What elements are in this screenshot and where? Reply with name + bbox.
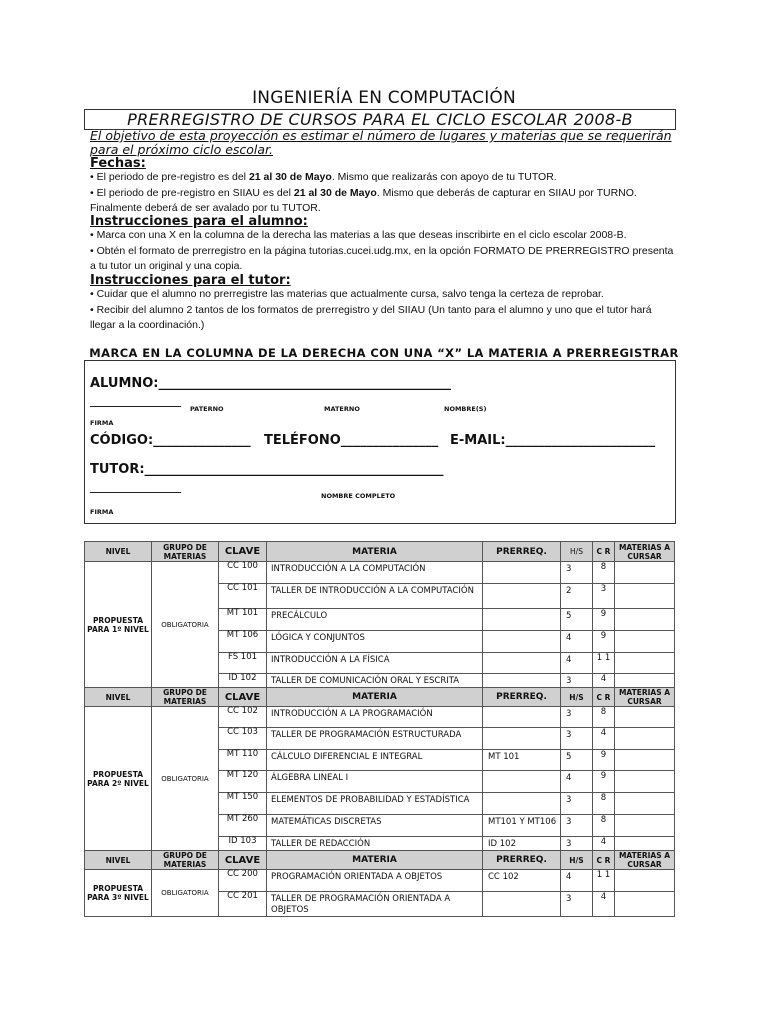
cursar-checkbox-cell[interactable] [615, 584, 675, 609]
table-row [85, 870, 675, 892]
cursar-checkbox-cell[interactable] [615, 793, 675, 815]
fechas-bullet-2 [90, 186, 680, 217]
nivel-cell: PROPUESTA PARA 3º NIVEL [85, 870, 152, 917]
prerreq-cell: CC 102 [483, 870, 561, 892]
prerreq-cell [483, 562, 561, 584]
cursar-checkbox-cell[interactable] [615, 674, 675, 688]
objective-text: El objetivo de esta proyección es estimar el número de lugares y materias que se requerirán para el próximo ciclo escolar. [90, 128, 672, 157]
prerreq-cell [483, 771, 561, 793]
hs-cell: 4 [561, 653, 593, 674]
materia-cell: CÁLCULO DIFERENCIAL E INTEGRAL [267, 750, 483, 771]
tutor-instructions [90, 287, 680, 334]
table-row [85, 562, 675, 584]
alumno-instructions-heading: Instrucciones para el alumno: [90, 214, 308, 229]
grupo-cell: OBLIGATORIA [152, 870, 219, 917]
telefono-field[interactable]: TELÉFONO_______________ [264, 433, 439, 448]
cr-cell: 8 [593, 707, 615, 728]
clave-cell: MT 120 [219, 771, 267, 793]
cr-cell: 8 [593, 562, 615, 584]
clave-cell: MT 101 [219, 609, 267, 631]
header-nivel: NIVEL [85, 851, 152, 870]
clave-cell: MT 110 [219, 750, 267, 771]
header-materia: MATERIA [267, 851, 483, 870]
cr-cell: 4 [593, 728, 615, 750]
document-title: INGENIERÍA EN COMPUTACIÓN [252, 88, 516, 108]
prerreq-cell [483, 609, 561, 631]
cursar-checkbox-cell[interactable] [615, 609, 675, 631]
cr-cell: 9 [593, 771, 615, 793]
fechas-heading: Fechas: [90, 156, 146, 171]
header-grupo: GRUPO DE MATERIAS [152, 688, 219, 707]
prerreq-cell [483, 653, 561, 674]
codigo-field[interactable]: CÓDIGO:_______________ [90, 433, 251, 448]
text-span: • El periodo de pre-registro es del [90, 171, 249, 183]
cursar-checkbox-cell[interactable] [615, 837, 675, 851]
hs-cell: 4 [561, 771, 593, 793]
prerreq-cell: MT101 Y MT106 [483, 815, 561, 837]
cursar-checkbox-cell[interactable] [615, 728, 675, 750]
materia-cell: INTRODUCCIÓN A LA COMPUTACIÓN [267, 562, 483, 584]
hs-cell: 3 [561, 815, 593, 837]
table-row [85, 707, 675, 728]
nivel-cell: PROPUESTA PARA 2º NIVEL [85, 707, 152, 851]
fechas-bullet-1 [90, 170, 680, 186]
header-cr: C R [593, 542, 615, 562]
prerreq-cell [483, 793, 561, 815]
header-clave: CLAVE [219, 542, 267, 562]
prerreq-cell [483, 728, 561, 750]
header-materia: MATERIA [267, 688, 483, 707]
materia-cell: ÁLGEBRA LINEAL I [267, 771, 483, 793]
materia-cell: TALLER DE INTRODUCCIÓN A LA COMPUTACIÓN [267, 584, 483, 609]
header-cursar: MATERIAS A CURSAR [615, 851, 675, 870]
clave-cell: ID 102 [219, 674, 267, 688]
header-cr: C R [593, 851, 615, 870]
header-nivel: NIVEL [85, 688, 152, 707]
materia-cell: TALLER DE PROGRAMACIÓN ESTRUCTURADA [267, 728, 483, 750]
hs-cell: 3 [561, 793, 593, 815]
alumno-bullet-2: • Obtén el formato de prerregistro en la página tutorias.cucei.udg.mx, en la opción FORMATO DE PRERREGISTRO presenta a tu tutor un original y una copia. [90, 244, 674, 272]
tutor-bullet-1: • Cuidar que el alumno no prerregistre las materias que actualmente cursa, salvo tenga la certeza de reprobar. [90, 288, 604, 300]
mark-instruction-header: MARCA EN LA COLUMNA DE LA DERECHA CON UNA “X” LA MATERIA A PRERREGISTRAR [89, 346, 679, 360]
alumno-bullet-1: • Marca con una X en la columna de la derecha las materias a las que deseas inscribirte en el ciclo escolar 2008-B. [90, 229, 627, 241]
cr-cell: 8 [593, 815, 615, 837]
cursar-checkbox-cell[interactable] [615, 750, 675, 771]
cr-cell: 3 [593, 584, 615, 609]
courses-table-body [85, 542, 675, 917]
clave-cell: CC 103 [219, 728, 267, 750]
hs-cell: 3 [561, 674, 593, 688]
header-clave: CLAVE [219, 688, 267, 707]
hs-cell: 3 [561, 562, 593, 584]
hs-cell: 3 [561, 707, 593, 728]
cr-cell: 4 [593, 674, 615, 688]
cr-cell: 9 [593, 609, 615, 631]
nombre-completo-label: NOMBRE COMPLETO [321, 492, 396, 500]
alumno-instructions [90, 228, 680, 275]
cursar-checkbox-cell[interactable] [615, 815, 675, 837]
prerreq-cell [483, 707, 561, 728]
cr-cell: 1 1 [593, 653, 615, 674]
materia-cell: TALLER DE REDACCIÓN [267, 837, 483, 851]
date-range: 21 al 30 de Mayo [293, 186, 377, 199]
text-span: . Mismo que realizarás con apoyo de tu TUTOR. [331, 171, 557, 183]
materia-cell: ELEMENTOS DE PROBABILIDAD Y ESTADÍSTICA [267, 793, 483, 815]
header-grupo: GRUPO DE MATERIAS [152, 851, 219, 870]
cursar-checkbox-cell[interactable] [615, 771, 675, 793]
document-subtitle: PRERREGISTRO DE CURSOS PARA EL CICLO ESCOLAR 2008-B [84, 109, 676, 130]
grupo-cell: OBLIGATORIA [152, 562, 219, 688]
prerreq-cell [483, 674, 561, 688]
alumno-field[interactable]: ALUMNO:_____________________________________________ [90, 376, 452, 391]
materno-label: MATERNO [324, 405, 360, 413]
cursar-checkbox-cell[interactable] [615, 892, 675, 917]
materia-cell: MATEMÁTICAS DISCRETAS [267, 815, 483, 837]
tutor-field[interactable]: TUTOR:______________________________________________ [90, 462, 444, 477]
email-field[interactable]: E-MAIL:_______________________ [450, 433, 656, 448]
header-clave: CLAVE [219, 851, 267, 870]
cursar-checkbox-cell[interactable] [615, 631, 675, 653]
prerreq-cell [483, 892, 561, 917]
hs-cell: 4 [561, 631, 593, 653]
prerreq-cell: MT 101 [483, 750, 561, 771]
paterno-label: PATERNO [190, 405, 224, 413]
prerreq-cell [483, 584, 561, 609]
cursar-checkbox-cell[interactable] [615, 562, 675, 584]
clave-cell: CC 102 [219, 707, 267, 728]
header-cursar: MATERIAS A CURSAR [615, 542, 675, 562]
header-cr: C R [593, 688, 615, 707]
clave-cell: MT 260 [219, 815, 267, 837]
header-hs: H/S [561, 851, 593, 870]
nombres-label: NOMBRE(S) [444, 405, 487, 413]
cr-cell: 9 [593, 750, 615, 771]
text-span: . Mismo que deberás de capturar en SIIAU por TURNO. Finalmente deberá de ser avalado por tu TUTOR. [90, 186, 637, 214]
header-prerreq: PRERREQ. [483, 688, 561, 707]
hs-cell: 3 [561, 728, 593, 750]
materia-cell: LÓGICA Y CONJUNTOS [267, 631, 483, 653]
materia-cell: TALLER DE PROGRAMACIÓN ORIENTADA A OBJETOS [267, 892, 483, 917]
header-prerreq: PRERREQ. [483, 851, 561, 870]
clave-cell: FS 101 [219, 653, 267, 674]
cursar-checkbox-cell[interactable] [615, 653, 675, 674]
firma-label: FIRMA [90, 508, 114, 516]
courses-table-wrap [84, 541, 675, 917]
header-materia: MATERIA [267, 542, 483, 562]
header-grupo: GRUPO DE MATERIAS [152, 542, 219, 562]
cr-cell: 1 1 [593, 870, 615, 892]
header-hs1: H/S [561, 542, 593, 562]
cr-cell: 8 [593, 793, 615, 815]
hs-cell: 5 [561, 609, 593, 631]
header-cursar: MATERIAS A CURSAR [615, 688, 675, 707]
tutor-bullet-2: • Recibir del alumno 2 tantos de los formatos de prerregistro y del SIIAU (Un tanto para el alumno y uno que el tutor hará llegar a la coordinación.) [90, 303, 652, 331]
clave-cell: CC 100 [219, 562, 267, 584]
table-header-row [85, 542, 675, 562]
fechas-bullets [90, 170, 680, 217]
materia-cell: TALLER DE COMUNICACIÓN ORAL Y ESCRITA [267, 674, 483, 688]
hs-cell: 4 [561, 870, 593, 892]
materia-cell: PRECÁLCULO [267, 609, 483, 631]
header-prerreq: PRERREQ. [483, 542, 561, 562]
prerreq-cell: ID 102 [483, 837, 561, 851]
table-header-row [85, 851, 675, 870]
clave-cell: MT 150 [219, 793, 267, 815]
courses-table [84, 541, 675, 917]
hs-cell: 3 [561, 837, 593, 851]
prerreq-cell [483, 631, 561, 653]
cr-cell: 9 [593, 631, 615, 653]
cr-cell: 4 [593, 837, 615, 851]
clave-cell: CC 201 [219, 892, 267, 917]
tutor-instructions-heading: Instrucciones para el tutor: [90, 273, 291, 288]
hs-cell: 3 [561, 892, 593, 917]
table-header-row [85, 688, 675, 707]
clave-cell: ID 103 [219, 837, 267, 851]
date-range: 21 al 30 de Mayo [248, 171, 332, 183]
cursar-checkbox-cell[interactable] [615, 707, 675, 728]
text-span: • El periodo de pre-registro en SIIAU es del [90, 186, 294, 199]
materia-cell: INTRODUCCIÓN A LA PROGRAMACIÓN [267, 707, 483, 728]
firma-label: FIRMA [90, 419, 114, 427]
materia-cell: PROGRAMACIÓN ORIENTADA A OBJETOS [267, 870, 483, 892]
alumno-field-cont: ______________ [90, 393, 181, 408]
clave-cell: CC 101 [219, 584, 267, 609]
cr-cell: 4 [593, 892, 615, 917]
grupo-cell: OBLIGATORIA [152, 707, 219, 851]
clave-cell: MT 106 [219, 631, 267, 653]
nivel-cell: PROPUESTA PARA 1º NIVEL [85, 562, 152, 688]
header-nivel: NIVEL [85, 542, 152, 562]
hs-cell: 2 [561, 584, 593, 609]
hs-cell: 5 [561, 750, 593, 771]
clave-cell: CC 200 [219, 870, 267, 892]
tutor-field-cont: ______________ [90, 479, 181, 494]
header-hs: H/S [561, 688, 593, 707]
cursar-checkbox-cell[interactable] [615, 870, 675, 892]
materia-cell: INTRODUCCIÓN A LA FÍSICA [267, 653, 483, 674]
